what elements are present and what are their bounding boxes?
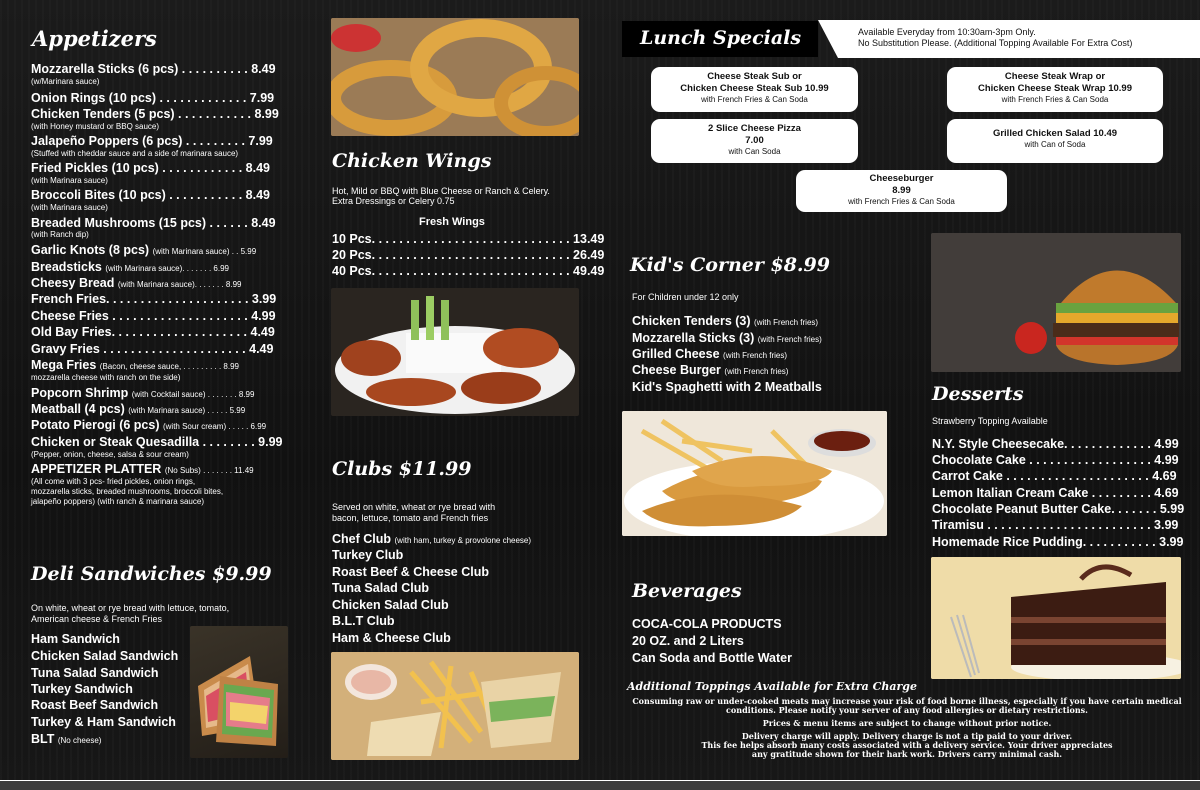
beverage-item: Can Soda and Bottle Water	[632, 651, 792, 665]
burger-photo	[931, 233, 1181, 372]
menu-item: Broccoli Bites (10 pcs) . . . . . . . . . . . 8.49	[31, 188, 270, 202]
dessert-item: Chocolate Cake . . . . . . . . . . . . . . . . . . 4.99	[932, 453, 1179, 467]
item-inline: (No cheese)	[57, 736, 102, 745]
item-inline: (with Marinara sauce). . . . . . . 8.99	[117, 280, 242, 289]
item-inline: (with French fries)	[724, 367, 789, 376]
item-note: (All come with 3 pcs- fried pickles, onion rings,	[31, 477, 196, 486]
menu-item: Mozzarella Sticks (6 pcs) . . . . . . . . . . 8.49	[31, 62, 276, 76]
card-title: Cheeseburger	[869, 173, 934, 184]
wings-item: 20 Pcs. . . . . . . . . . . . . . . . . . . . . . . . . . . . . 26.49	[332, 248, 605, 262]
item-inline: (with French fries)	[723, 351, 788, 360]
toppings-note: Additional Toppings Available for Extra Charge	[627, 680, 917, 693]
item-name: Meatball (4 pcs)	[31, 402, 125, 416]
item-note: (w/Marinara sauce)	[31, 77, 100, 86]
disclaimer: Prices & menu items are subject to change without prior notice.	[762, 718, 1052, 728]
sandwich-icon	[190, 626, 288, 758]
wings-title: Chicken Wings	[332, 150, 492, 172]
menu-item: Old Bay Fries. . . . . . . . . . . . . . . . . . . . 4.49	[31, 325, 275, 339]
menu-item: Breaded Mushrooms (15 pcs) . . . . . . 8.49	[31, 216, 276, 230]
item-name: Garlic Knots (8 pcs)	[31, 243, 150, 257]
beverage-item: COCA-COLA PRODUCTS	[632, 617, 782, 631]
item-note: mozzarella sticks, breaded mushrooms, broccoli bites,	[31, 487, 224, 496]
deli-item: Ham Sandwich	[31, 632, 120, 646]
clubs-desc: Served on white, wheat or rye bread with	[332, 502, 496, 512]
item-name: APPETIZER PLATTER	[31, 462, 162, 476]
item-name: Grilled Cheese	[632, 347, 720, 361]
kids-item	[632, 331, 822, 347]
item-note: (Stuffed with cheddar sauce and a side of marinara sauce)	[31, 149, 239, 158]
deli-item: Tuna Salad Sandwich	[31, 666, 159, 680]
kids-desc: For Children under 12 only	[632, 292, 739, 302]
chocolate-cake-photo	[931, 557, 1181, 679]
item-inline: (with Sour cream) . . . . . 6.99	[162, 422, 267, 431]
card-title: Cheese Steak Sub or	[707, 71, 802, 82]
dessert-item: Tiramisu . . . . . . . . . . . . . . . . . . . . . . . . 3.99	[932, 518, 1179, 532]
menu-item	[31, 243, 256, 259]
desserts-desc: Strawberry Topping Available	[932, 416, 1048, 426]
disclaimer: any gratitude shown for their hark work. Drivers carry minimal cash.	[751, 749, 1063, 759]
item-inline: (with French fries)	[757, 335, 822, 344]
item-note: (with Ranch dip)	[31, 230, 89, 239]
item-inline: (with Marinara sauce). . . . . . . 6.99	[105, 264, 229, 273]
item-inline: (with Marinara sauce) . . . . . 5.99	[128, 406, 246, 415]
item-inline: (No Subs) . . . . . . . 11.49	[164, 466, 254, 475]
card-price: 8.99	[892, 185, 911, 196]
card-with: with French Fries & Can Soda	[701, 95, 808, 104]
lunch-note: Available Everyday from 10:30am-3pm Only.	[858, 27, 1036, 37]
lunch-note: No Substitution Please. (Additional Topping Available For Extra Cost)	[858, 38, 1133, 48]
item-name: BLT	[31, 732, 55, 746]
item-inline: (with ham, turkey & provolone cheese)	[394, 536, 532, 545]
wings-item: 40 Pcs. . . . . . . . . . . . . . . . . . . . . . . . . . . . . 49.49	[332, 264, 605, 278]
lunch-card	[651, 119, 858, 163]
menu-item	[31, 358, 239, 374]
menu-item	[31, 386, 254, 402]
disclaimer: conditions. Please notify your server of any food allergies or dietary restrictions.	[726, 705, 1088, 715]
disclaimer: Delivery charge will apply. Delivery charge is not a tip paid to your driver.	[741, 731, 1073, 741]
item-name: Mega Fries	[31, 358, 97, 372]
disclaimer: This fee helps absorb many costs associated with a delivery service. Your driver appreciates	[701, 740, 1113, 750]
club-icon	[331, 652, 579, 760]
bottom-bar	[0, 781, 1200, 790]
menu-item: Chicken or Steak Quesadilla . . . . . . . . 9.99	[31, 435, 283, 449]
item-name: Cheese Burger	[632, 363, 721, 377]
beverage-item: 20 OZ. and 2 Liters	[632, 634, 744, 648]
card-price: 7.00	[745, 135, 764, 146]
kids-item	[632, 314, 818, 330]
appetizers-title: Appetizers	[32, 26, 157, 51]
wings-subtitle: Fresh Wings	[419, 216, 485, 228]
item-name: Breadsticks	[31, 260, 102, 274]
card-with: with French Fries & Can Soda	[848, 197, 955, 206]
menu-item: Cheese Fries . . . . . . . . . . . . . . . . . . . . 4.99	[31, 309, 276, 323]
cake-icon	[931, 557, 1181, 679]
deli-item: Chicken Salad Sandwich	[31, 649, 179, 663]
wings-desc: Extra Dressings or Celery 0.75	[332, 196, 455, 206]
kids-item	[632, 347, 787, 363]
lunch-card	[651, 67, 858, 112]
menu-item	[31, 260, 229, 276]
menu-item	[31, 276, 241, 292]
card-with: with French Fries & Can Soda	[1001, 95, 1109, 104]
disclaimer: Consuming raw or under-cooked meats may increase your risk of food borne illness, especially if you have certain medical	[632, 696, 1182, 706]
chicken-tenders-photo	[622, 411, 887, 536]
item-name: Chef Club	[332, 532, 392, 546]
onion-rings-icon	[331, 18, 579, 136]
kids-item: Kid's Spaghetti with 2 Meatballs	[632, 380, 822, 394]
card-with: with Can of Soda	[1024, 140, 1086, 149]
deli-item	[31, 732, 101, 748]
kids-item	[632, 363, 788, 379]
deli-desc: American cheese & French Fries	[31, 614, 163, 624]
clubs-desc: bacon, lettuce, tomato and French fries	[332, 513, 489, 523]
item-name: Potato Pierogi (6 pcs)	[31, 418, 160, 432]
card-price: Chicken Cheese Steak Sub 10.99	[680, 83, 829, 94]
deli-desc: On white, wheat or rye bread with lettuce, tomato,	[31, 603, 230, 613]
item-inline: (with Cocktail sauce) . . . . . . . 8.99	[131, 390, 255, 399]
item-name: Mozzarella Sticks (3)	[632, 331, 755, 345]
card-with: with Can Soda	[728, 147, 781, 156]
item-name: Cheesy Bread	[31, 276, 115, 290]
club-sandwich-fries-photo	[331, 652, 579, 760]
dessert-item: Homemade Rice Pudding. . . . . . . . . . . 3.99	[932, 535, 1184, 549]
dessert-item: Lemon Italian Cream Cake . . . . . . . . . 4.69	[932, 486, 1179, 500]
deli-title: Deli Sandwiches $9.99	[31, 563, 272, 585]
item-note: mozzarella cheese with ranch on the side)	[31, 373, 181, 382]
menu-item: Jalapeño Poppers (6 pcs) . . . . . . . . . 7.99	[31, 134, 273, 148]
club-item: Ham & Cheese Club	[332, 631, 451, 645]
lunch-card	[796, 170, 1007, 212]
dessert-item: Carrot Cake . . . . . . . . . . . . . . . . . . . . . 4.69	[932, 469, 1177, 483]
club-item: Turkey Club	[332, 548, 404, 562]
card-price: Chicken Cheese Steak Wrap 10.99	[977, 83, 1132, 94]
dessert-item: N.Y. Style Cheesecake. . . . . . . . . . . . . 4.99	[932, 437, 1179, 451]
lunch-card	[947, 119, 1163, 163]
tenders-icon	[622, 411, 887, 536]
item-note: (with Marinara sauce)	[31, 203, 108, 212]
beverages-title: Beverages	[632, 580, 742, 602]
deli-sandwich-photo	[190, 626, 288, 758]
item-note: (Pepper, onion, cheese, salsa & sour cream)	[31, 450, 189, 459]
item-inline: (with Marinara sauce) . . 5.99	[152, 247, 257, 256]
onion-rings-photo	[331, 18, 579, 136]
menu-item: Chicken Tenders (5 pcs) . . . . . . . . . . . 8.99	[31, 107, 279, 121]
deli-item: Roast Beef Sandwich	[31, 698, 159, 712]
club-item: Chicken Salad Club	[332, 598, 449, 612]
menu-item: Gravy Fries . . . . . . . . . . . . . . . . . . . . . 4.49	[31, 342, 274, 356]
item-note: (with Honey mustard or BBQ sauce)	[31, 122, 160, 131]
deli-item: Turkey Sandwich	[31, 682, 133, 696]
club-item: B.L.T Club	[332, 614, 395, 628]
deli-item: Turkey & Ham Sandwich	[31, 715, 176, 729]
item-inline: (Bacon, cheese sauce, . . . . . . . . . 8.99	[99, 362, 239, 371]
menu-item: French Fries. . . . . . . . . . . . . . . . . . . . . 3.99	[31, 292, 277, 306]
clubs-title: Clubs $11.99	[332, 458, 472, 480]
lunch-card	[947, 67, 1163, 112]
item-name: Popcorn Shrimp	[31, 386, 129, 400]
item-note: (with Marinara sauce)	[31, 176, 108, 185]
item-inline: (with French fries)	[754, 318, 819, 327]
menu-item	[31, 462, 254, 478]
club-item: Tuna Salad Club	[332, 581, 429, 595]
wings-desc: Hot, Mild or BBQ with Blue Cheese or Ranch & Celery.	[332, 186, 550, 196]
item-note: jalapeño poppers) (with ranch & marinara sauce)	[31, 497, 204, 506]
wings-icon	[331, 288, 579, 416]
item-name: Chicken Tenders (3)	[632, 314, 751, 328]
menu-item	[31, 418, 266, 434]
card-title: Grilled Chicken Salad 10.49	[992, 128, 1118, 139]
club-item	[332, 532, 531, 548]
club-item: Roast Beef & Cheese Club	[332, 565, 489, 579]
desserts-title: Desserts	[932, 383, 1024, 405]
card-title: Cheese Steak Wrap or	[1004, 71, 1106, 82]
menu-item	[31, 402, 245, 418]
lunch-title: Lunch Specials	[640, 27, 802, 49]
burger-icon	[931, 233, 1181, 372]
menu-item: Onion Rings (10 pcs) . . . . . . . . . . . . . 7.99	[31, 91, 275, 105]
card-title: 2 Slice Cheese Pizza	[708, 123, 801, 134]
kids-title: Kid's Corner $8.99	[630, 254, 830, 276]
chicken-wings-photo	[331, 288, 579, 416]
menu-item: Fried Pickles (10 pcs) . . . . . . . . . . . . 8.49	[31, 161, 270, 175]
dessert-item: Chocolate Peanut Butter Cake. . . . . . . 5.99	[932, 502, 1185, 516]
wings-item: 10 Pcs. . . . . . . . . . . . . . . . . . . . . . . . . . . . . 13.49	[332, 232, 605, 246]
